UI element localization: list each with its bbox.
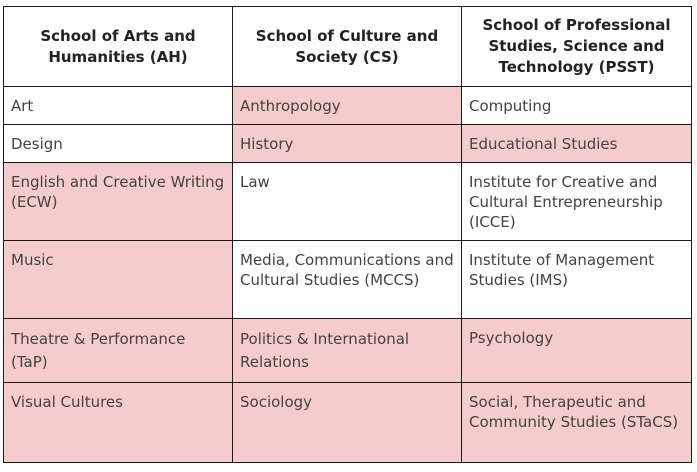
table-cell: Design xyxy=(4,125,233,163)
table-cell: Theatre & Performance (TaP) xyxy=(4,319,233,383)
table-cell: Psychology xyxy=(462,319,692,383)
table-cell: Visual Cultures xyxy=(4,383,233,463)
table-cell: Sociology xyxy=(233,383,462,463)
table-cell: History xyxy=(233,125,462,163)
table-row xyxy=(4,125,692,163)
header-ah: School of Arts and Humanities (AH) xyxy=(4,7,233,87)
table-row xyxy=(4,241,692,319)
table-row xyxy=(4,319,692,383)
table-cell: Media, Communications and Cultural Studies (MCCS) xyxy=(233,241,462,319)
table-cell: Anthropology xyxy=(233,87,462,125)
table-cell: Institute of Management Studies (IMS) xyxy=(462,241,692,319)
header-row xyxy=(4,7,692,87)
table-row xyxy=(4,87,692,125)
header-psst: School of Professional Studies, Science and Technology (PSST) xyxy=(462,7,692,87)
table-cell: Music xyxy=(4,241,233,319)
table-cell: English and Creative Writing (ECW) xyxy=(4,163,233,241)
table-cell: Institute for Creative and Cultural Entrepreneurship (ICCE) xyxy=(462,163,692,241)
table-cell: Politics & International Relations xyxy=(233,319,462,383)
departments-table xyxy=(3,6,692,463)
table-cell: Art xyxy=(4,87,233,125)
table-row xyxy=(4,383,692,463)
table-row xyxy=(4,163,692,241)
table-cell: Educational Studies xyxy=(462,125,692,163)
table-cell: Computing xyxy=(462,87,692,125)
header-cs: School of Culture and Society (CS) xyxy=(233,7,462,87)
table-cell: Law xyxy=(233,163,462,241)
table-cell: Social, Therapeutic and Community Studies (STaCS) xyxy=(462,383,692,463)
